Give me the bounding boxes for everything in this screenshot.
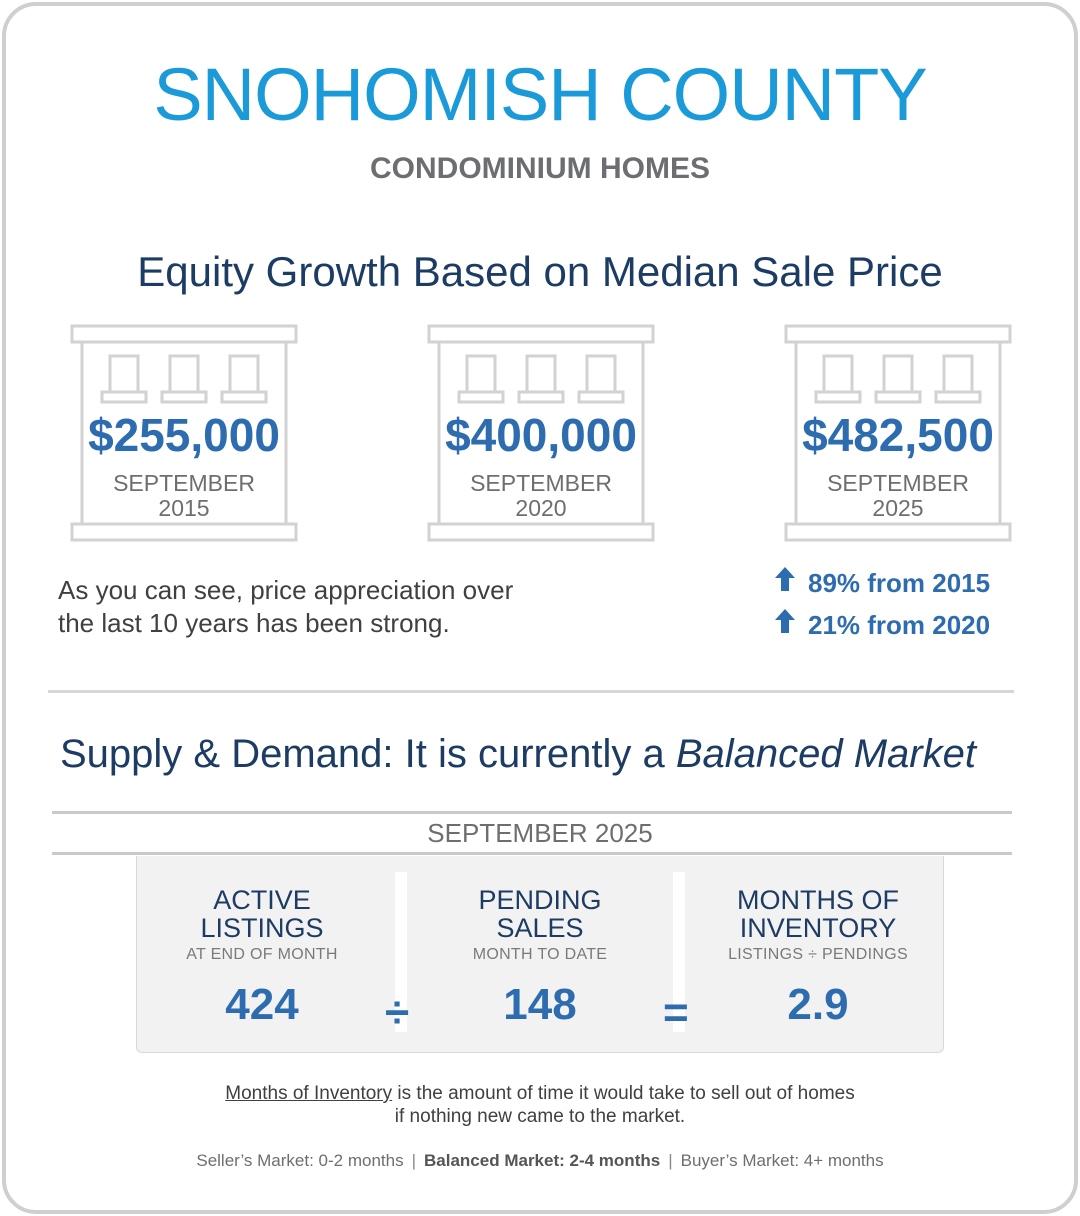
date-2015 [70,471,298,521]
legend-divider: | [411,1151,417,1170]
months-inventory-column [693,886,943,1030]
market-status: Balanced Market [675,732,976,776]
pending-sales-column [415,886,665,1030]
definition-line: if nothing new came to the market. [394,1106,686,1127]
price-2025: $482,500 [802,409,994,461]
price-2020: $400,000 [445,409,637,461]
price-2015: $255,000 [88,409,280,461]
supply-month: SEPTEMBER 2025 [427,818,653,848]
column-label: ACTIVE [213,885,311,915]
growth-text: 21% from 2020 [808,610,991,640]
divide-operator: ÷ [385,988,410,1037]
active-listings-column [137,886,387,1030]
column-sublabel: MONTH TO DATE [472,946,608,963]
appreciation-paragraph [58,574,513,640]
date-2025 [784,471,1012,521]
year-label: 2025 [872,495,924,521]
equity-heading: Equity Growth Based on Median Sale Price [137,248,943,295]
market-legend [0,1151,1080,1171]
column-sublabel: AT END OF MONTH [186,946,338,963]
building-card-2015 [70,324,298,542]
page-title: SNOHOMISH COUNTY [153,53,927,136]
pending-sales-value: 148 [503,980,577,1029]
inventory-panel [136,856,944,1053]
legend-divider: | [668,1151,673,1170]
months-inventory-value: 2.9 [787,980,849,1029]
year-label: 2020 [515,495,567,521]
month-label: SEPTEMBER [827,470,969,496]
paragraph-line: As you can see, price appreciation over [58,575,514,605]
supply-heading-prefix: Supply & Demand: It is currently a [60,732,676,776]
date-2020 [427,471,655,521]
column-sublabel: LISTINGS ÷ PENDINGS [728,946,908,963]
growth-item-2015 [774,566,990,599]
column-label: PENDING [478,885,602,915]
growth-text: 89% from 2015 [808,568,991,598]
column-label: INVENTORY [739,913,897,943]
year-label: 2015 [158,495,210,521]
equals-operator: = [663,988,689,1037]
inventory-definition [0,1082,1080,1128]
column-label: SALES [496,913,584,943]
paragraph-line: the last 10 years has been strong. [58,608,450,638]
supply-heading [60,732,976,777]
growth-item-2020 [774,608,990,641]
month-rule-bottom [52,852,1012,855]
arrow-up-icon [774,608,800,641]
arrow-up-icon [774,566,800,599]
column-label: LISTINGS [200,913,324,943]
building-card-2025 [784,324,1012,542]
month-rule-top [52,811,1012,814]
column-label: MONTHS OF [737,885,899,915]
building-card-2020 [427,324,655,542]
month-label: SEPTEMBER [113,470,255,496]
definition-term: Months of Inventory [225,1083,393,1104]
page-subtitle: CONDOMINIUM HOMES [370,152,710,185]
sellers-market-label: Seller’s Market: 0-2 months [196,1151,404,1170]
balanced-market-label: Balanced Market: 2-4 months [424,1151,661,1170]
buyers-market-label: Buyer’s Market: 4+ months [680,1151,884,1170]
definition-line [0,1082,1080,1105]
month-label: SEPTEMBER [470,470,612,496]
definition-text: is the amount of time it would take to sell out of homes [392,1083,855,1104]
section-divider [48,690,1014,693]
active-listings-value: 424 [225,980,299,1029]
